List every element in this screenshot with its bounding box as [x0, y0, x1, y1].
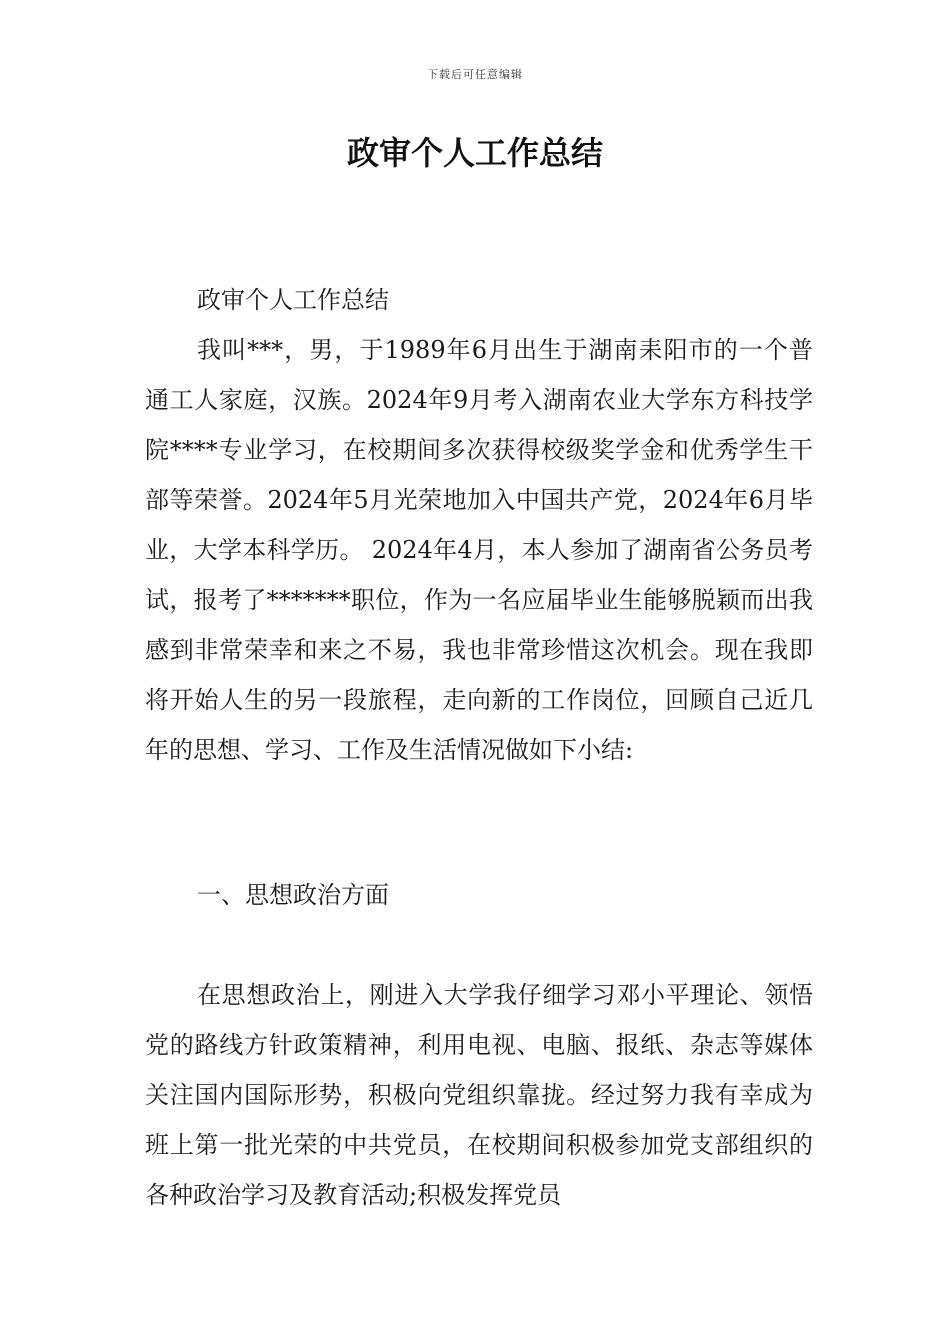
document-title: 政审个人工作总结	[346, 134, 603, 172]
document-subtitle: 政审个人工作总结	[197, 286, 389, 314]
paragraph-introduction: 我叫***，男，于1989年6月出生于湖南耒阳市的一个普通工人家庭，汉族。2024年9月考入湖南农业大学东方科技学院****专业学习，在校期间多次获得校级奖学金和优秀学生干部等荣誉。2024年5月光荣地加入中国共产党，2024年6月毕业，大学本科学历。 2024年4月，本人参加了湖南省公务员考试，报考了*******职位，作为一名应届毕业生能够脱颖而出我感到非常荣幸和来之不易，我也非常珍惜这次机会。现在我即将开始人生的另一段旅程，走向新的工作岗位，回顾自己近几年的思想、学习、工作及生活情况做如下小结:	[145, 336, 813, 764]
paragraph-ideology: 在思想政治上，刚进入大学我仔细学习邓小平理论、领悟党的路线方针政策精神，利用电视、电脑、报纸、杂志等媒体关注国内国际形势，积极向党组织靠拢。经过努力我有幸成为班上第一批光荣的中共党员，在校期间积极参加党支部组织的各种政治学习及教育活动;积极发挥党员	[145, 981, 813, 1209]
section-heading-ideology: 一、思想政治方面	[197, 881, 389, 909]
header-note: 下载后可任意编辑	[427, 68, 523, 81]
